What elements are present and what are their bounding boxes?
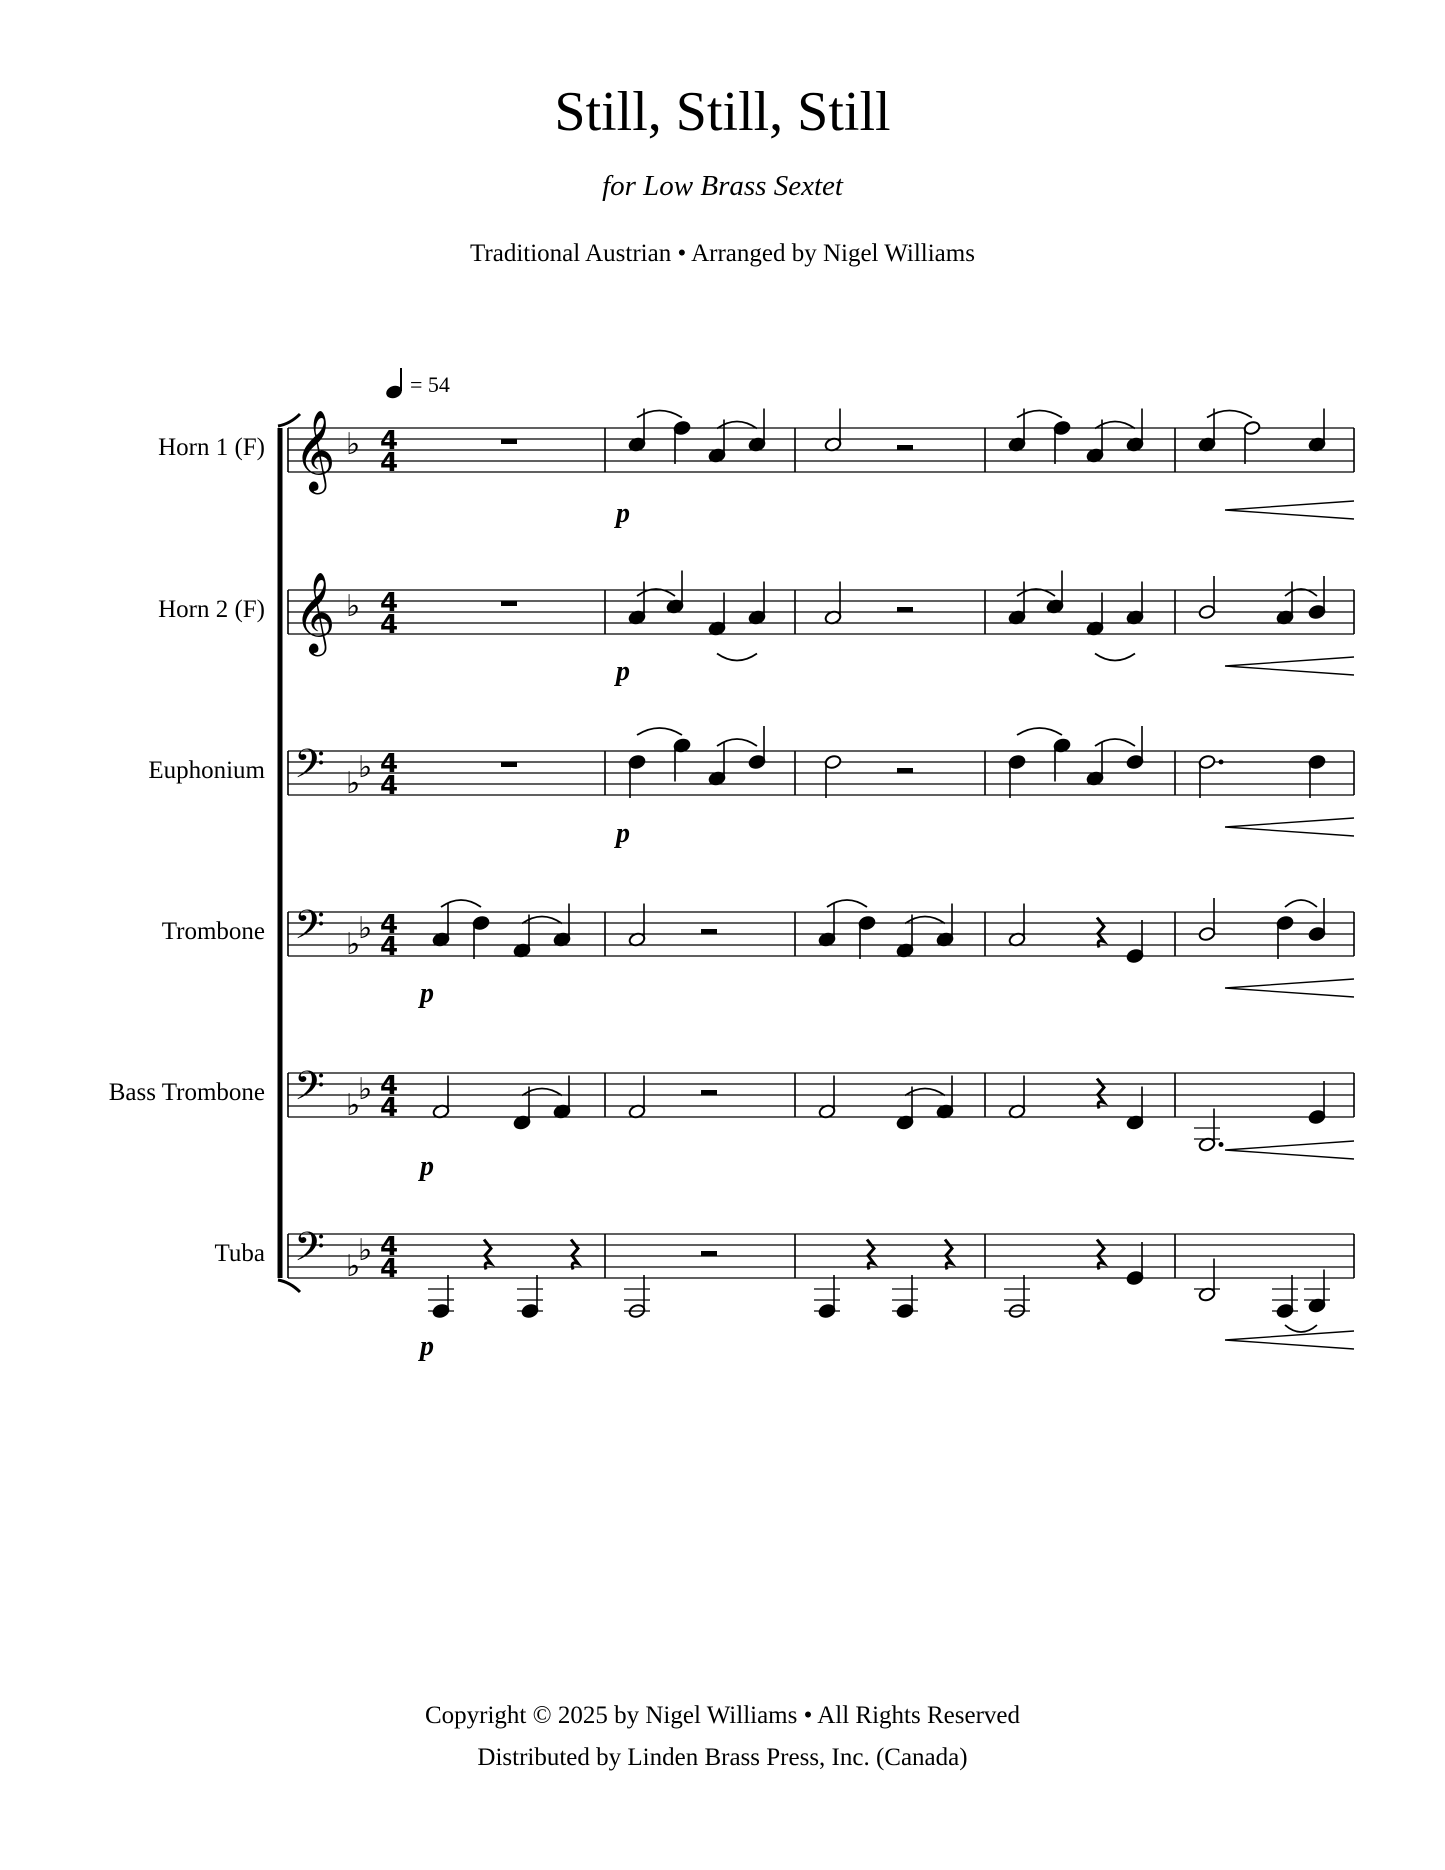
time-signature-top: 4 [380, 426, 399, 456]
dynamic-marking: p [420, 1331, 434, 1362]
tempo-marking: = 54 [410, 372, 450, 397]
crescendo-hairpin [1225, 1141, 1354, 1159]
flat-icon: ♭ [346, 589, 361, 624]
flat-icon: ♭ [358, 1072, 373, 1107]
slur [1285, 900, 1317, 907]
time-signature-bottom: 4 [380, 771, 399, 801]
half-rest [701, 1251, 717, 1256]
instrument-name-tuba: Tuba [214, 1240, 265, 1267]
half-rest [897, 445, 913, 450]
half-rest [897, 607, 913, 612]
instrument-name-horn-2: Horn 2 (F) [158, 596, 265, 623]
quarter-rest [945, 1240, 952, 1270]
flat-icon: ♭ [358, 750, 373, 785]
score-title: Still, Still, Still [554, 81, 891, 143]
bass-clef-icon: 𝄢 [294, 902, 325, 958]
flat-icon: ♭ [346, 1088, 361, 1123]
quarter-rest [571, 1240, 578, 1270]
dynamic-marking: p [616, 498, 630, 529]
slur [1285, 1325, 1317, 1332]
score-subtitle: for Low Brass Sextet [602, 170, 843, 202]
half-rest [701, 1090, 717, 1095]
crescendo-hairpin [1225, 979, 1354, 997]
slur [717, 739, 757, 746]
flat-icon: ♭ [358, 1233, 373, 1268]
distributor-notice: Distributed by Linden Brass Press, Inc. (Canada) [477, 1744, 968, 1771]
flat-icon: ♭ [358, 911, 373, 946]
time-signature-bottom: 4 [380, 448, 399, 478]
flat-icon: ♭ [346, 1249, 361, 1284]
bass-clef-icon: 𝄢 [294, 741, 325, 797]
time-signature-bottom: 4 [380, 932, 399, 962]
half-rest [897, 768, 913, 773]
quarter-rest [1097, 918, 1104, 948]
crescendo-hairpin [1225, 657, 1354, 675]
bass-clef-icon: 𝄢 [294, 1063, 325, 1119]
whole-rest [501, 762, 517, 767]
half-rest [701, 929, 717, 934]
slur [441, 900, 481, 907]
score-credits: Traditional Austrian • Arranged by Nigel Williams [470, 240, 975, 267]
instrument-name-trombone: Trombone [161, 918, 265, 945]
instrument-name-euphonium: Euphonium [148, 757, 265, 784]
flat-icon: ♭ [346, 766, 361, 801]
instrument-name-horn-1: Horn 1 (F) [158, 434, 265, 461]
flat-icon: ♭ [346, 927, 361, 962]
crescendo-hairpin [1225, 818, 1354, 836]
crescendo-hairpin [1225, 1331, 1354, 1349]
slur [637, 728, 682, 735]
time-signature-top: 4 [380, 749, 399, 779]
time-signature-bottom: 4 [380, 610, 399, 640]
quarter-rest [1097, 1240, 1104, 1270]
time-signature-top: 4 [380, 1071, 399, 1101]
whole-rest [501, 601, 517, 606]
slur [1095, 654, 1135, 661]
flat-icon: ♭ [346, 427, 361, 462]
dynamic-marking: p [420, 1151, 434, 1182]
time-signature-bottom: 4 [380, 1093, 399, 1123]
quarter-rest [1097, 1079, 1104, 1109]
whole-rest [501, 439, 517, 444]
copyright-notice: Copyright © 2025 by Nigel Williams • All Rights Reserved [424, 1702, 1020, 1729]
dynamic-marking: p [420, 978, 434, 1009]
slur [1017, 728, 1062, 735]
system-bracket-bottom [278, 1280, 300, 1292]
treble-clef-icon: 𝄞 [294, 409, 336, 491]
time-signature-top: 4 [380, 910, 399, 940]
augmentation-dot [1219, 1142, 1224, 1147]
quarter-rest [484, 1240, 491, 1270]
dynamic-marking: p [616, 656, 630, 687]
instrument-name-bass-trombone: Bass Trombone [108, 1079, 265, 1106]
quarter-rest [867, 1240, 874, 1270]
slur [1095, 739, 1135, 746]
time-signature-top: 4 [380, 1232, 399, 1262]
slur [827, 900, 867, 907]
augmentation-dot [1219, 760, 1224, 765]
treble-clef-icon: 𝄞 [294, 571, 336, 653]
time-signature-bottom: 4 [380, 1254, 399, 1284]
time-signature-top: 4 [380, 588, 399, 618]
crescendo-hairpin [1225, 501, 1354, 519]
bass-clef-icon: 𝄢 [294, 1224, 325, 1280]
dynamic-marking: p [616, 818, 630, 849]
slur [717, 654, 757, 661]
